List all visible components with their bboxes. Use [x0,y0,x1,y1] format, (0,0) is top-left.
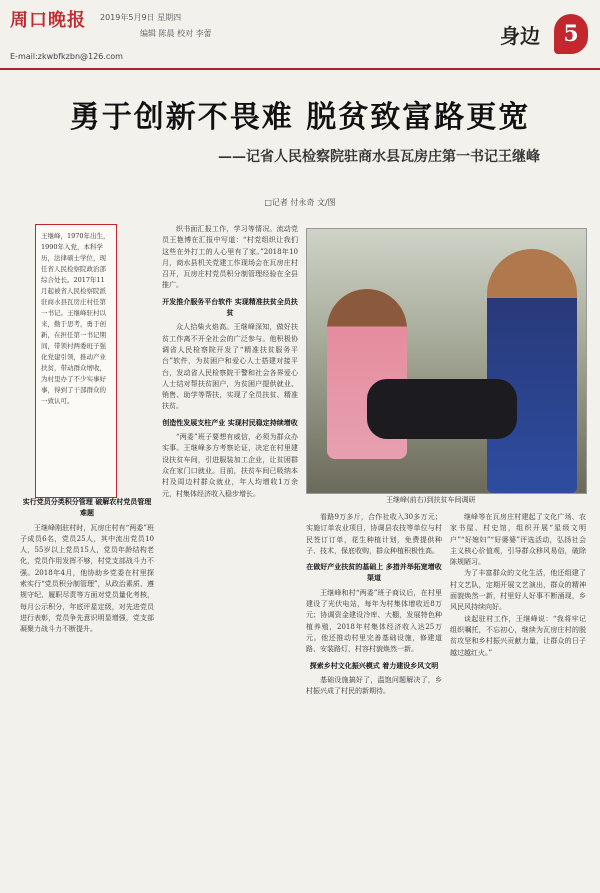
masthead-email: E-mail:zkwbfkzbn@126.com [10,52,123,61]
column-3-subheading-2: 探索乡村文化振兴模式 着力建设乡风文明 [309,660,439,670]
column-3-subheading-1: 在做好产业扶贫的基础上 多措并举拓宽增收渠道 [306,562,442,583]
masthead [0,0,600,70]
masthead-editor: 编辑 陈晨 校对 李蕾 [140,29,212,38]
masthead-dateline: 2019年5月9日 星期四 [100,13,182,22]
column-1 [20,492,154,872]
column-3-body-3: 基础设施搞好了，温饱问题解决了，乡村振兴成了村民的新期待。 [306,675,442,696]
column-2-subheading-1: 开发推介服务平台软件 实现精准扶贫全员扶贫 [162,296,298,318]
column-4-body-2: 为了丰富群众的文化生活，他还组建了村文艺队，定期开展文艺演出，群众的精神面貌焕然一新，村里好人好事不断涌现，乡风民风持续向好。 [450,569,586,612]
photo-man-figure [487,249,577,493]
page-number-badge: 5 [554,14,588,54]
photo-caption: 王继峰(前右)到扶贫车间调研 [386,496,476,504]
column-4-body-3: 谈起驻村工作，王继峰说：“我将牢记组织嘱托，不忘初心，继续为瓦房庄村的脱贫攻坚和乡村振兴贡献力量，让群众的日子越过越红火。” [450,614,586,657]
article-photo [306,228,587,494]
section-title: 身边 [500,24,540,48]
column-3-body: 看路9万多斤，合作社收入30多万元；实施订单农业项目，协调县农技等单位与村民签订订单，花生种植计划，免费提供种子、技术，保底收购，群众种植积极性高。 [306,513,442,555]
column-2-subheading-2: 创造性发展支柱产业 实现村民稳定持续增收 [162,417,298,427]
column-1-body: 王继峰刚驻村时，瓦房庄村有“两委”班子成员6名，党员25人，其中流出党员10人，55岁以上党员15人，党员年龄结构老化，党员作用发挥不够，村党支部战斗力不强。2018年4月，他协助乡党委在村里探索实行“党员积分制管理”，从政治素质、遵规守纪、履职尽责等方面对党员量化考核，每月公示积分，年底评星定级，对先进党员进行表彰，党员争先意识明显增强，党支部凝聚力战斗力不断提升。 [20,523,154,634]
article-subhead: ——记省人民检察院驻商水县瓦房庄第一书记王继峰 [218,149,540,165]
column-2-body: 织书面汇报工作，学习等情况。流动党员王艳博在汇报中写道：“村党组织让我们这些在外打工的人心里有了家。”2018年10月，商水县机关党建工作现场会在瓦房庄村召开，瓦房庄村党员积分制管理经验在全县推广。 [162,225,298,290]
newspaper-logo: 周口晚报 [10,10,86,31]
column-3-body-2: 王继峰和村“两委”班子商议后，在村里建设了光伏电站，每年为村集体增收近8万元；协调资金建设冷库、大棚，发展特色种植养殖，2018年村集体经济收入达25万元。他还推动村里完善基础设施，修建道路、安装路灯，村容村貌焕然一新。 [306,588,442,654]
article-headline: 勇于创新不畏难 脱贫致富路更宽 [69,100,531,135]
profile-box: 王继峰，1970年出生，1990年入党，本科学历，法律硕士学位，现任省人民检察院政治部综合处长。2017年11月起被省人民检察院派驻商水县瓦房庄村任第一书记。王继峰驻村以来，勤于思考，勇于创新，在担任第一书记期间，带领村两委班子强化党建引领，推动产业扶贫，带动群众增收，为村里办了不少实事好事，得到了干部群众的一致认可。 [35,224,117,498]
column-4 [450,512,586,877]
column-2 [162,224,298,874]
column-2-body-2: 众人拾柴火焰高。王继峰深知，做好扶贫工作离不开全社会的广泛参与。他积极协调省人民检察院开发了“精准扶贫服务平台”软件，为贫困户和爱心人士搭建对接平台，发动省人民检察院干警和社会各界爱心人士结对帮扶贫困户，为贫困户提供就业、销售、助学等帮扶，实现了全员扶贫、精准扶贫。 [162,323,298,411]
column-2-body-3: “两委”班子要想有威信，必须为群众办实事。王继峰多方考察论证，决定在村里建设扶贫车间，引进服装加工企业，让贫困群众在家门口就业。目前，扶贫车间已吸纳本村及周边村群众就业，年人均增收1万余元，村集体经济收入稳步增长。 [162,433,298,498]
column-1-subheading: 实行党员分类积分管理 破解农村党员管理难题 [22,497,152,518]
column-4-body: 继峰等在瓦房庄村建起了文化广场、农家书屋、村史馆，组织开展“星级文明户”“好媳妇”“好婆婆”评选活动，弘扬社会主义核心价值观，引导群众移风易俗，破除陈规陋习。 [450,513,586,567]
photo-garment [367,379,517,439]
article-byline: □记者 付永奇 文/图 [264,198,336,207]
column-3 [306,512,442,877]
